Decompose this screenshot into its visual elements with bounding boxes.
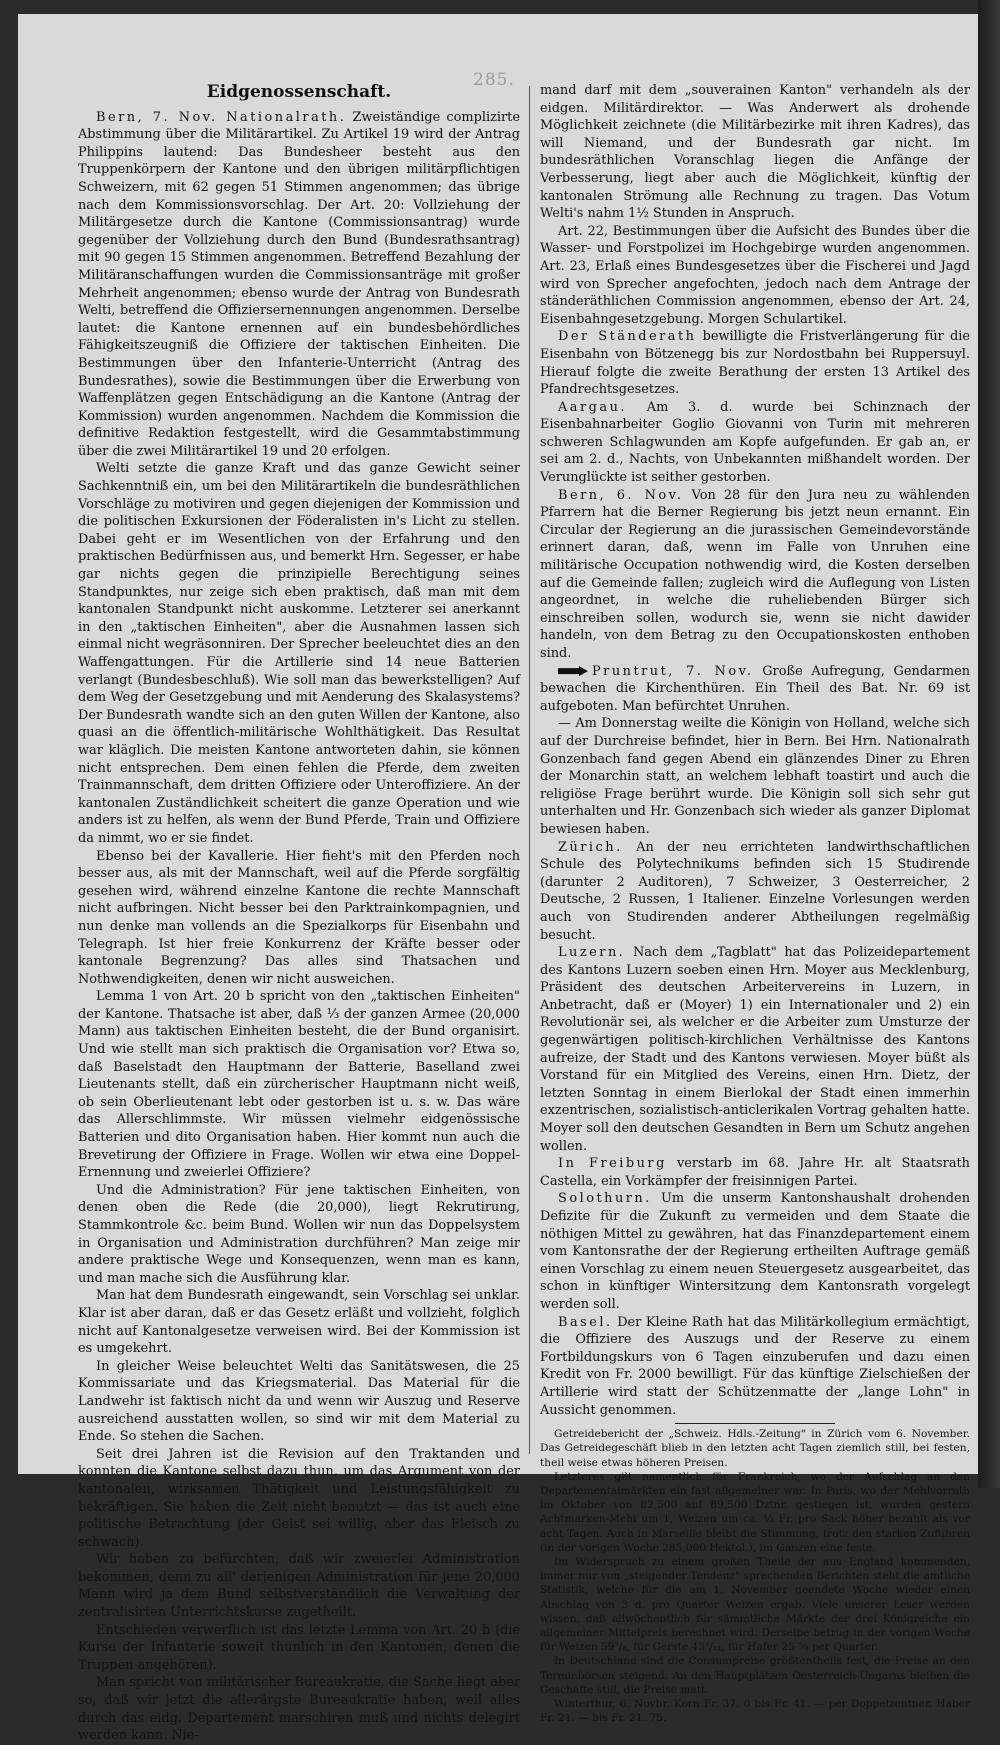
article-paragraph: — Am Donnerstag weilte die Königin von Holland, welche sich auf der Durchreise befindet, hier in Bern. Bei Hrn. Nationalrath Gonzenbach fand gegen Abend ein glänzendes Diner zu Ehren der Monarchin statt, an welchem lebhaft toastirt und auch die religiöse Frage berührt wurde. Die Königin soll sich sehr gut unterhalten und Hr. Gonzenbach sich wieder als ganzer Diplomat bewiesen haben.	[540, 716, 970, 837]
left-column	[78, 82, 520, 1745]
right-column	[540, 82, 970, 1725]
article-paragraph: Seit drei Jahren ist die Revision auf den Traktanden und konnten die Kantone selbst dazu thun, um das Argument von der kantonalen, wirksamen Thätigkeit und Leistungsfähigkeit zu bekräftigen. Sie haben die Zeit nicht benutzt — das ist auch eine politische Betrachtung (der Geist sei willig, aber das Fleisch zu schwach).	[78, 1446, 520, 1550]
dateline: Der Ständerath	[558, 329, 697, 345]
page-edge	[978, 0, 1000, 1488]
dateline: Luzern.	[558, 945, 626, 961]
paragraph-text: bewilligte die Fristverlängerung für die Eisenbahn von Bötzenegg bis zur Nordostbahn bei Ruppersuyl. Hierauf folgte die zweite Berathung der ersten 13 Artikel des Pfandrechtsgesetzes.	[540, 329, 970, 398]
section-heading: Eidgenossenschaft.	[206, 82, 392, 102]
dateline: Aargau.	[558, 399, 627, 415]
article-paragraph	[540, 1190, 970, 1313]
report-paragraph: Im Widerspruch zu einem großen Theile der aus England kommenden, immer nur von „steigender Tendenz" sprechenden Berichten steht die amtliche Statistik, welche für die am 1. November geendete Woche wieder einen Abschlag von 3 d. pro Quarter Weizen ergab. Viele unserer Leser werden wissen, daß allwöchentlich für sämmtliche Märkte der drei Königreiche ein allgemeiner Mittelpreis berechnet wird. Derselbe betrug in der vorigen Woche für Weizen 59⁵/₈, für Gerste 43¹/₁₂, für Hafer 25 ⅝ per Quarter.	[540, 1555, 970, 1654]
article-paragraph: Art. 22, Bestimmungen über die Aufsicht des Bundes über die Wasser- und Forstpolizei im Hochgebirge wurden angenommen. Art. 23, Erlaß eines Bundesgesetzes über die Fischerei und Jagd wird von Sprecher angefochten, jedoch nach dem Antrage der ständeräthlichen Commission angenommen, ebenso der Art. 24, Eisenbahngesetzgebung. Morgen Schulartikel.	[540, 223, 970, 327]
newspaper-page	[18, 14, 978, 1744]
paragraph-text: Am 3. d. wurde bei Schinznach der Eisenbahnarbeiter Goglio Giovanni von Turin mit mehreren schweren Schlagwunden am Kopfe aufgefunden. Er gab an, er sei am 2. d., Nachts, von Unbekannten mißhandelt worden. Der Verunglückte ist seither gestorben.	[540, 399, 970, 486]
article-paragraph: mand darf mit dem „souverainen Kanton" verhandeln als der eidgen. Militärdirektor. — Was Anderwert als drohende Möglichkeit zeichnete (die Militärbezirke mit ihren Kadres), das will Niemand, und der Bundesrath gar nicht. Im bundesräthlichen Voranschlag liegen die Anfänge der Verbesserung, liegt aber auch die Möglichkeit, künftig der kantonalen Strömung alle Rechnung zu tragen. Das Votum Welti's nahm 1½ Stunden in Anspruch.	[540, 83, 970, 222]
grain-report	[540, 1427, 970, 1725]
article-paragraph	[540, 1314, 970, 1420]
article-paragraph: Man spricht von militärischer Bureaukratie, die Sache liegt aber so, daß wir jetzt die allerärgste Bureaukratie haben, weil alles durch das eidg. Departement marschiren muß und nichts delegirt werden kann. Nie-	[78, 1675, 520, 1744]
report-paragraph: Getreidebericht der „Schweiz. Hdls.-Zeitung" in Zürich vom 6. November. Das Getreidegeschäft blieb in den letzten acht Tagen ziemlich still, bei festen, theil weise etwas höheren Preisen.	[540, 1428, 970, 1469]
dateline: In Freiburg	[558, 1156, 667, 1172]
article-paragraph: Man hat dem Bundesrath eingewandt, sein Vorschlag sei unklar. Klar ist aber daran, daß er das Gesetz erläßt und vollzieht, folglich nicht auf Kantonalgesetze verweisen wird. Bei der Kommission ist es umgekehrt.	[78, 1288, 520, 1357]
article-paragraph	[540, 487, 970, 663]
report-paragraph: Letzteres gilt namentlich für Frankreich, wo der Aufschlag an den Departementalmärkten ein fast allgemeiner war. In Paris, wo der Mehlvorrath im Oktober von 82,500 auf 89,500 Dztnr. gestiegen ist, wurden gestern Achtmarken-Mehl um 1, Weizen um ca. ½ Fr. pro Sack höher bezahlt als vor acht Tagen. Auch in Marseille bleibt die Stimmung, trotz den starken Zufuhren (in der vorigen Woche 285,000 Hektol.), im Ganzen eine feste.	[540, 1470, 970, 1554]
article-paragraph	[78, 109, 520, 461]
article-paragraph	[540, 328, 970, 398]
paragraph-text: Große Aufregung, Gendarmen bewachen die Kirchenthüren. Ein Theil des Bat. Nr. 69 ist aufgeboten. Man befürchtet Unruhen.	[540, 663, 970, 714]
article-paragraph	[540, 944, 970, 1155]
dateline: Bern, 7. Nov. Nationalrath.	[96, 109, 347, 125]
article-paragraph: Lemma 1 von Art. 20 b spricht von den „taktischen Einheiten" der Kantone. Thatsache ist aber, daß ⅓ der ganzen Armee (20,000 Mann) aus taktischen Einheiten besteht, die der Bund organisirt. Und wie stellt man sich praktisch die Organisation vor? Etwa so, daß Baselstadt den Hauptmann der Batterie, Baselland zwei Lieutenants stellt, daß ein zürcherischer Hauptmann nicht weiß, ob sein Oberlieutenant lebt oder gestorben ist u. s. w. Das wäre das Allerschlimmste. Wir müssen vielmehr eidgenössische Batterien und dito Organisation haben. Hier kommt nun auch die Brevetirung der Offiziere in Frage. Wollen wir etwa eine Doppel-Ernennung und zweierlei Offiziere?	[78, 989, 520, 1181]
dateline: Zürich.	[558, 839, 623, 855]
dateline: Solothurn.	[558, 1191, 652, 1207]
pointing-hand-icon	[558, 666, 588, 676]
dateline: Basel.	[558, 1314, 613, 1330]
paragraph-text: Der Kleine Rath hat das Militärkollegium ermächtigt, die Offiziere des Auszugs und der Reserve zu einem Fortbildungskurs von 6 Tagen einzuberufen und dazu einen Kredit von Fr. 2000 bewilligt. Für das künftige Zielschießen der Artillerie wird statt der Schützenmatte der „lange Lohn" in Aussicht genommen.	[540, 1314, 970, 1418]
article-paragraph	[540, 839, 970, 945]
page-number: 285.	[473, 70, 515, 90]
article-paragraph: In gleicher Weise beleuchtet Welti das Sanitätswesen, die 25 Kommissariate und das Kriegsmaterial. Das Material für die Landwehr ist faktisch nicht da und wenn wir Auszug und Reserve ausreichend ausstatten wollen, so sind wir mit dem Material zu Ende. So stehen die Sachen.	[78, 1358, 520, 1445]
article-paragraph: Entschieden verwerflich ist das letzte Lemma von Art. 20 b (die Kurse der Infanterie soweit thunlich in den Kantonen, denen die Truppen angehören).	[78, 1622, 520, 1673]
report-paragraph: Winterthur, 6. Novbr. Korn Fr. 37. 0 bis Fr. 41. — per Doppelzentner. Haber Fr. 21. — bis Fr. 21. 75.	[540, 1697, 970, 1725]
article-paragraph: Welti setzte die ganze Kraft und das ganze Gewicht seiner Sachkenntniß ein, um bei den Militärartikeln die bundesräthlichen Vorschläge zu motiviren und gegen diejenigen der Kommission und die politischen Exkursionen der Föderalisten in's Licht zu stellen. Dabei geht er im Wesentlichen von der Erfahrung und den praktischen Bedürfnissen aus, und bemerkt Hrn. Segesser, er habe gar nichts gegen die prinzipielle Berechtigung seines Standpunktes, nur zeige sich eben praktisch, daß man mit dem kantonalen Standpunkt nicht auskomme. Letzterer sei anerkannt in den „taktischen Einheiten", aber die Ausnahmen lassen sich einmal nicht wegräsonniren. Der Sprecher beeleuchtet dies an den Waffengattungen. Für die Artillerie sind 14 neue Batterien verlangt (Bundesbeschluß). Wie soll man das bewerkstelligen? Auf dem Weg der Gesetzgebung und mit Aenderung des Skalasystems? Der Bundesrath wandte sich an den guten Willen der Kantone, also quasi an die öffentlich-militärische Wohlthätigkeit. Das Resultat war kläglich. Die meisten Kantone antworteten dahin, sie können nicht entsprechen. Dem einen fehlen die Pferde, dem zweiten Trainmannschaft, dem dritten Offiziere oder Unteroffiziere. An der kantonalen Zuständlichkeit scheitert die ganze Operation und wie anders ist zu helfen, als wenn der Bund Pferde, Train und Offiziere da nimmt, wo er sie findet.	[78, 461, 520, 846]
article-paragraph: Und die Administration? Für jene taktischen Einheiten, von denen oben die Rede (die 20,000), liegt Rekrutirung, Stammkontrole &c. beim Bund. Wollen wir nun das Doppelsystem in Organisation und Administration durchführen? Man zeige mir andere praktische Wege und Konsequenzen, wenn man es kann, und man mache sich die Ausführung klar.	[78, 1182, 520, 1286]
article-paragraph: Ebenso bei der Kavallerie. Hier fieht's mit den Pferden noch besser aus, als mit der Mannschaft, weil auf die Pferde sorgfältig gesehen wird, während einzelne Kantone die rechte Mannschaft nicht aufbringen. Nicht besser bei den Parktrainkompagnien, und nun denke man vollends an die Spezialkorps für Eisenbahn und Telegraph. Ist hier freie Konkurrenz der Kräfte besser oder kantonale Begrenzung? Das alles sind Thatsachen und Nothwendigkeiten, denen wir nicht ausweichen.	[78, 848, 520, 987]
dateline: Pruntrut, 7. Nov.	[592, 663, 754, 679]
paragraph-text: Um die unserm Kantonshaushalt drohenden Defizite für die Zukunft zu vermeiden und dem Staate die nöthigen Mittel zu gewähren, hat das Finanzdepartement einem vom Kantonsrathe der der Regierung ertheilten Auftrage gemäß einen Vorschlag zu einem neuen Steuergesetz ausgearbeitet, das schon in künftiger Wintersitzung dem Kantonsrath vorgelegt werden soll.	[540, 1191, 970, 1312]
article-paragraph	[540, 663, 970, 716]
article-paragraph	[540, 399, 970, 487]
article-paragraph: Wir haben zu befürchten, daß wir zweierlei Administration bekommen, denn zu all' derjenigen Administration für jene 20,000 Mann wird ja dem Bund selbstverständlich die Verwaltung der zentralisirten Unterrichtskurse zugetheilt.	[78, 1552, 520, 1621]
paragraph-text: An der neu errichteten landwirthschaftlichen Schule des Polytechnikums befinden sich 15 Studirende (darunter 2 Auditoren), 7 Schweizer, 3 Oesterreicher, 2 Deutsche, 2 Russen, 1 Italiener. Einzelne Vorlesungen werden auch von Studirenden anderer Abtheilungen regelmäßig besucht.	[540, 839, 970, 943]
paragraph-text: Nach dem „Tagblatt" hat das Polizeidepartement des Kantons Luzern soeben einen Hrn. Moyer aus Mecklenburg, Präsident des deutschen Arbeitervereins in Luzern, in Anbetracht, daß er (Moyer) 1) ein Internationaler und 2) ein Revolutionär sei, als welcher er die Arbeiter zum Umsturze der gegenwärtigen politisch-kirchlichen Verhältnisse des Kantons aufreize, der Stadt und des Kantons verwiesen. Moyer büßt als Vorstand für ein Mitglied des Vereins, einen Hrn. Dietz, der letzten Sonntag in einem Bierlokal der Stadt einen immerhin exzentrischen, sozialistisch-anticlerikalen Vortrag gehalten hatte. Moyer soll den deutschen Gesandten in Bern um Schutz angehen wollen.	[540, 945, 970, 1154]
article-paragraph	[540, 1155, 970, 1190]
section-rule	[675, 1423, 835, 1424]
paragraph-text: verstarb im 68. Jahre Hr. alt Staatsrath Castella, ein Vorkämpfer der freisinnigen Partei.	[540, 1156, 970, 1189]
report-paragraph: In Deutschland sind die Consumpreise größtentheils fest, die Preise an den Terminbörsen steigend. An den Hauptplätzen Oesterreich-Ungarns bleiben die Geschäfte still, die Preise matt.	[540, 1655, 970, 1696]
dateline: Bern, 6. Nov.	[558, 487, 684, 503]
paragraph-text: Zweiständige complizirte Abstimmung über die Militärartikel. Zu Artikel 19 wird der Antrag Philippins lautend: Das Bundesheer besteht aus den Truppenkörpern der Kantone und den übrigen militärpflichtigen Schweizern, mit 62 gegen 51 Stimmen angenommen; das übrige nach dem Kommissionsvorschlag. Der Art. 20: Vollziehung der Militärgesetze durch die Kantone (Commissionsantrag) wurde gegenüber der Vollziehung durch den Bund (Bundesrathsantrag) mit 90 gegen 15 Stimmen angenommen. Betreffend Bezahlung der Militäranschaffungen wurden die Commissionsanträge mit großer Mehrheit angenommen; ebenso wurde der Antrag von Bundesrath Welti, betreffend die Offiziersernennungen angenommen. Derselbe lautet: die Kantone ernennen auf ein bundesbehördliches Fähigkeitszeugniß die Offiziere der taktischen Einheiten. Die Bestimmungen über den Infanterie-Unterricht (Antrag des Bundesrathes), sowie die Bestimmungen über die Erwerbung von Waffenplätzen gegen Entschädigung an die Kantone (Antrag der Kommission) wurden angenommen. Nachdem die Kommission die definitive Redaktion festgestellt, wird die Gesammtabstimmung über die zwei Militärartikel 19 und 20 erfolgen.	[78, 109, 520, 459]
column-divider	[529, 86, 530, 1454]
paragraph-text: Von 28 für den Jura neu zu wählenden Pfarrern hat die Berner Regierung bis jetzt neun ernannt. Ein Circular der Regierung an die jurassischen Gemeindevorstände erinnert daran, daß, wenn im Falle von Unruhen eine militärische Occupation nothwendig wird, die Kosten derselben auf die Gemeinde fallen; zugleich wird die Auflegung von Listen angeordnet, in welche die ruheliebenden Bürger sich einschreiben sollen, wodurch sie, wenn sie nicht dawider handeln, von dem Betrag zu den Occupationskosten enthoben sind.	[540, 487, 970, 661]
